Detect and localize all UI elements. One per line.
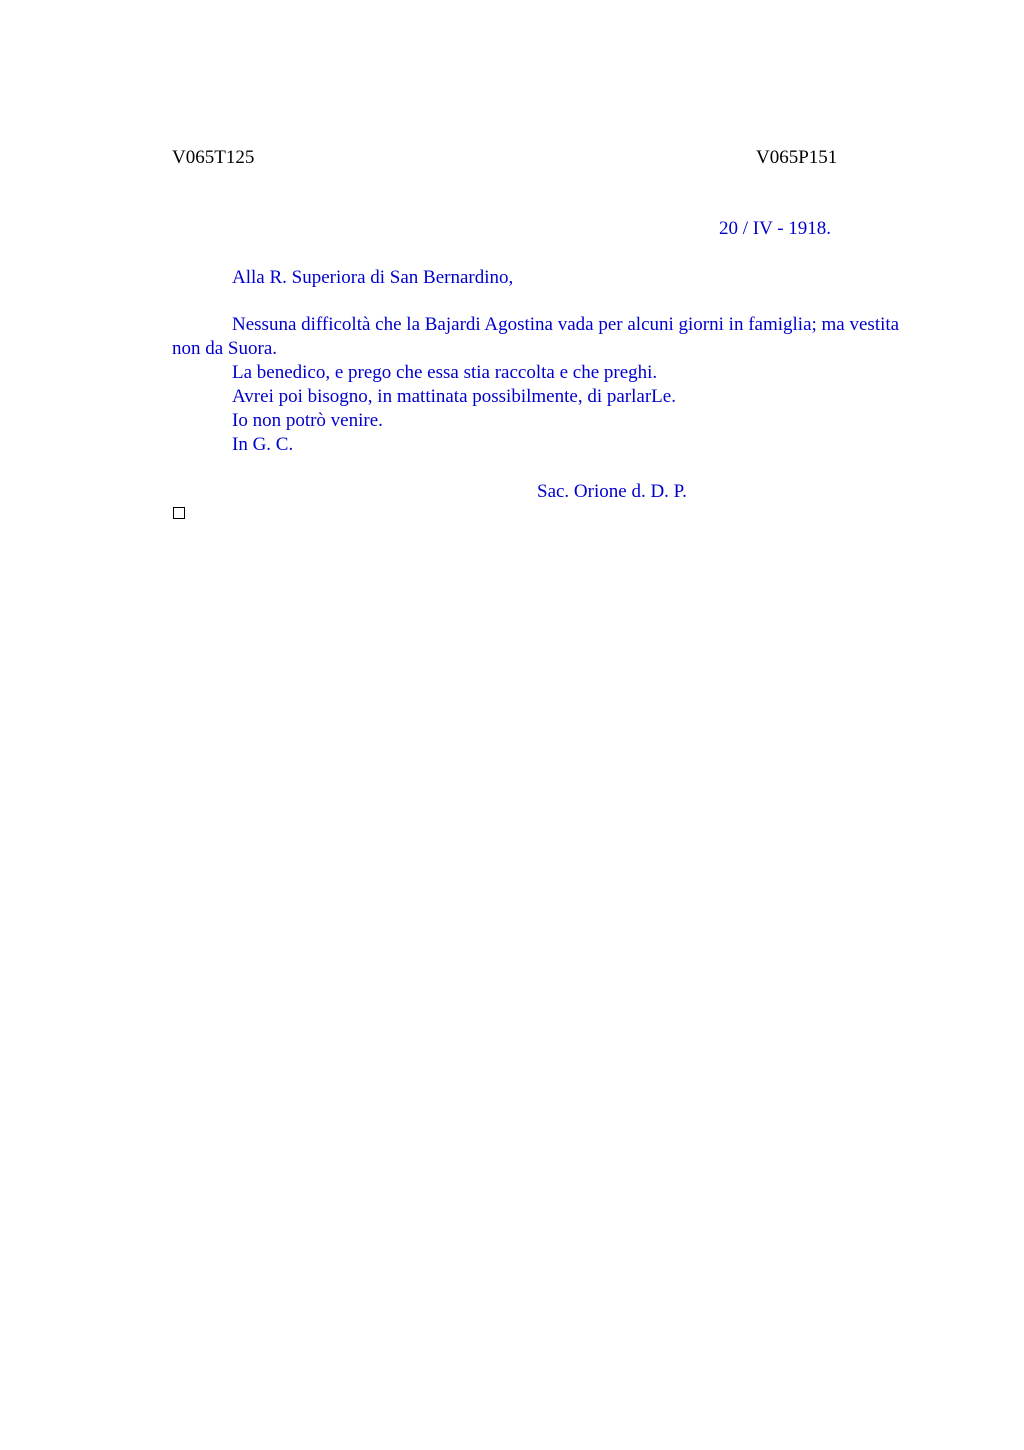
- letter-paragraph: In G. C.: [232, 434, 294, 455]
- letter-paragraph: Avrei poi bisogno, in mattinata possibilmente, di parlarLe.: [232, 386, 676, 407]
- letter-paragraph: Io non potrò venire.: [232, 410, 383, 431]
- letter-salutation: Alla R. Superiora di San Bernardino,: [232, 267, 514, 288]
- document-code-right: V065P151: [756, 147, 838, 168]
- end-marker-box-icon: [173, 507, 185, 519]
- letter-body: [172, 313, 912, 457]
- letter-date: 20 / IV - 1918.: [719, 218, 832, 239]
- letter-paragraph: Nessuna difficoltà che la Bajardi Agostina vada per alcuni giorni in famiglia; ma vestita non da Suora.: [172, 314, 900, 359]
- letter-signature: Sac. Orione d. D. P.: [537, 481, 687, 502]
- document-code-left: V065T125: [172, 147, 255, 168]
- letter-paragraph: La benedico, e prego che essa stia raccolta e che preghi.: [232, 362, 658, 383]
